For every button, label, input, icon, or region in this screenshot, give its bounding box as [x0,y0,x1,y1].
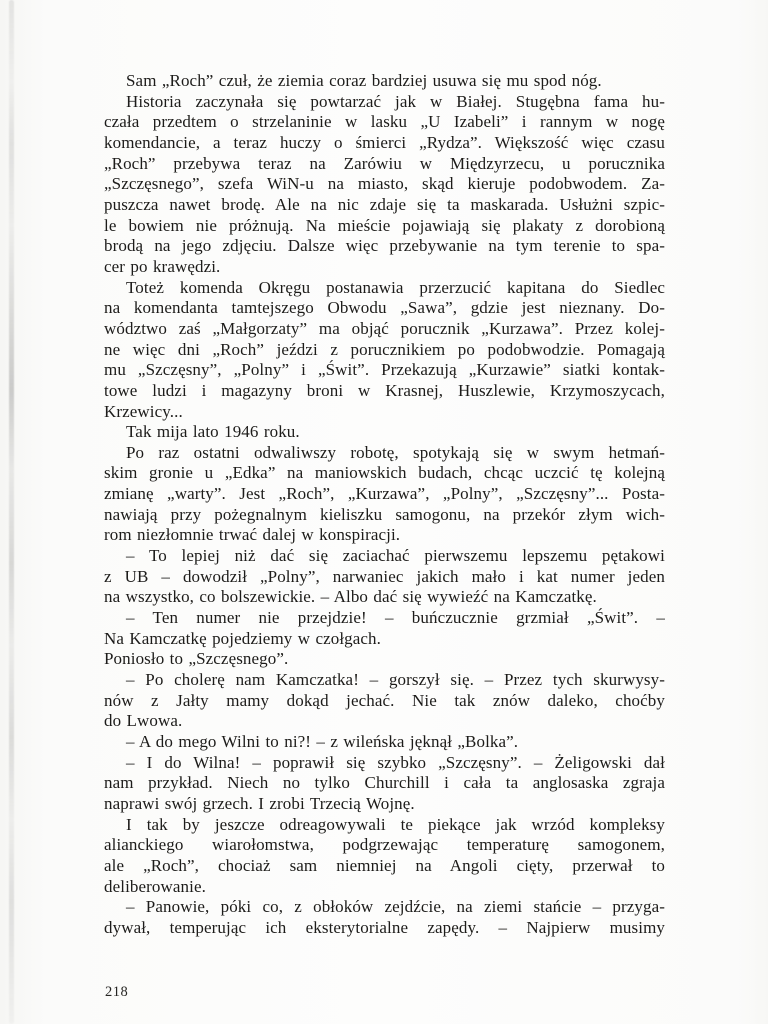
text-line: – Panowie, póki co, z obłoków zejdźcie, na ziemi stańcie – przyga- [126,897,665,917]
page-number: 218 [105,984,129,1000]
text-line: nawiają przy pożegnalnym kieliszku samogonu, na przekór złym wich- [104,504,665,524]
text-line: – A do mego Wilni to ni?! – z wileńska jęknął „Bolka”. [126,732,519,751]
text-line: Toteż komenda Okręgu postanawia przerzucić kapitana do Siedlec [126,277,665,297]
text-line: brodą na jego zdjęciu. Dalsze więc przebywanie na tym terenie to spa- [104,236,665,256]
text-line: „Roch” przebywa teraz na Zarówiu w Międzyrzecu, u porucznika [104,153,665,173]
page-text [104,71,665,939]
text-line: – I do Wilna! – poprawił się szybko „Szczęsny”. – Żeligowski dał [126,752,665,772]
text-line: rom niezłomnie trwać dalej w konspiracji. [104,525,401,545]
text-line: Krzewicy... [104,401,183,421]
text-line: na wszystko, co bolszewickie. – Albo dać się wywieźć na Kamczatkę. [104,587,597,607]
text-line: le bowiem nie próżnują. Na mieście pojawiają się plakaty z dorobioną [104,215,665,235]
text-line: alianckiego wiarołomstwa, podgrzewając temperaturę samogonem, [104,835,665,855]
text-line: zmianę „warty”. Jest „Roch”, „Kurzawa”, „Polny”, „Szczęsny”... Posta- [104,484,665,504]
text-line: – To lepiej niż dać się zaciachać pierwszemu lepszemu pętakowi [126,546,665,566]
text-line: dywał, temperując ich eksterytorialne zapędy. – Najpierw musimy [104,917,665,937]
text-line: nów z Jałty mamy dokąd jechać. Nie tak znów daleko, choćby [104,690,665,710]
text-line: Sam „Roch” czuł, że ziemia coraz bardziej usuwa się mu spod nóg. [126,71,602,90]
text-line: skim gronie u „Edka” na maniowskich budach, chcąc uczcić tę kolejną [104,463,665,483]
text-line: mu „Szczęsny”, „Polny” i „Świt”. Przekazują „Kurzawie” siatki kontak- [104,360,665,380]
text-line: „Szczęsnego”, szefa WiN-u na miasto, skąd kieruje podobwodem. Za- [104,174,665,194]
text-line: Po raz ostatni odwaliwszy robotę, spotykają się w swym hetmań- [126,442,665,462]
text-line: Tak mija lato 1946 roku. [126,422,300,442]
text-line: I tak by jeszcze odreagowywali te piekące jak wrzód kompleksy [126,814,665,834]
text-line: deliberowanie. [104,876,206,896]
text-line: ne więc dni „Roch” jeździ z porucznikiem po podobwodzie. Pomagają [104,339,665,359]
text-line: Poniosło to „Szczęsnego”. [104,649,289,669]
text-line: nam przykład. Niech no tylko Churchill i cała ta anglosaska zgraja [104,773,665,793]
text-line: z UB – dowodził „Polny”, narwaniec jakich mało i kat numer jeden [104,566,665,586]
text-line: Na Kamczatkę pojedziemy w czołgach. [104,628,382,648]
scan-artifact-streak [9,0,14,1024]
text-line: ale „Roch”, chociaż sam niemniej na Angoli cięty, przerwał to [104,855,665,875]
text-line: czała przedtem o strzelaninie w lasku „U Izabeli” i rannym w nogę [104,112,665,132]
text-line: Historia zaczynała się powtarzać jak w Białej. Stugębna fama hu- [126,91,665,111]
text-line: komendancie, a teraz huczy o śmierci „Rydza”. Większość więc czasu [104,132,665,152]
text-line: – Ten numer nie przejdzie! – buńczucznie grzmiał „Świt”. – [126,608,665,628]
text-line: towe ludzi i magazyny broni w Krasnej, Huszlewie, Krzymoszycach, [104,380,665,400]
text-line: na komendanta tamtejszego Obwodu „Sawa”, gdzie jest nieznany. Do- [104,298,665,318]
text-line: do Lwowa. [104,711,183,731]
text-line: – Po cholerę nam Kamczatka! – gorszył się. – Przez tych skurwysy- [126,670,665,690]
text-line: naprawi swój grzech. I zrobi Trzecią Wojnę. [104,793,415,813]
text-line: puszcza nawet brodę. Ale na nic zdaje się ta maskarada. Usłużni szpic- [104,194,665,214]
text-line: cer po krawędzi. [104,256,221,276]
text-line: wództwo zaś „Małgorzaty” ma objąć porucznik „Kurzawa”. Przez kolej- [104,318,665,338]
